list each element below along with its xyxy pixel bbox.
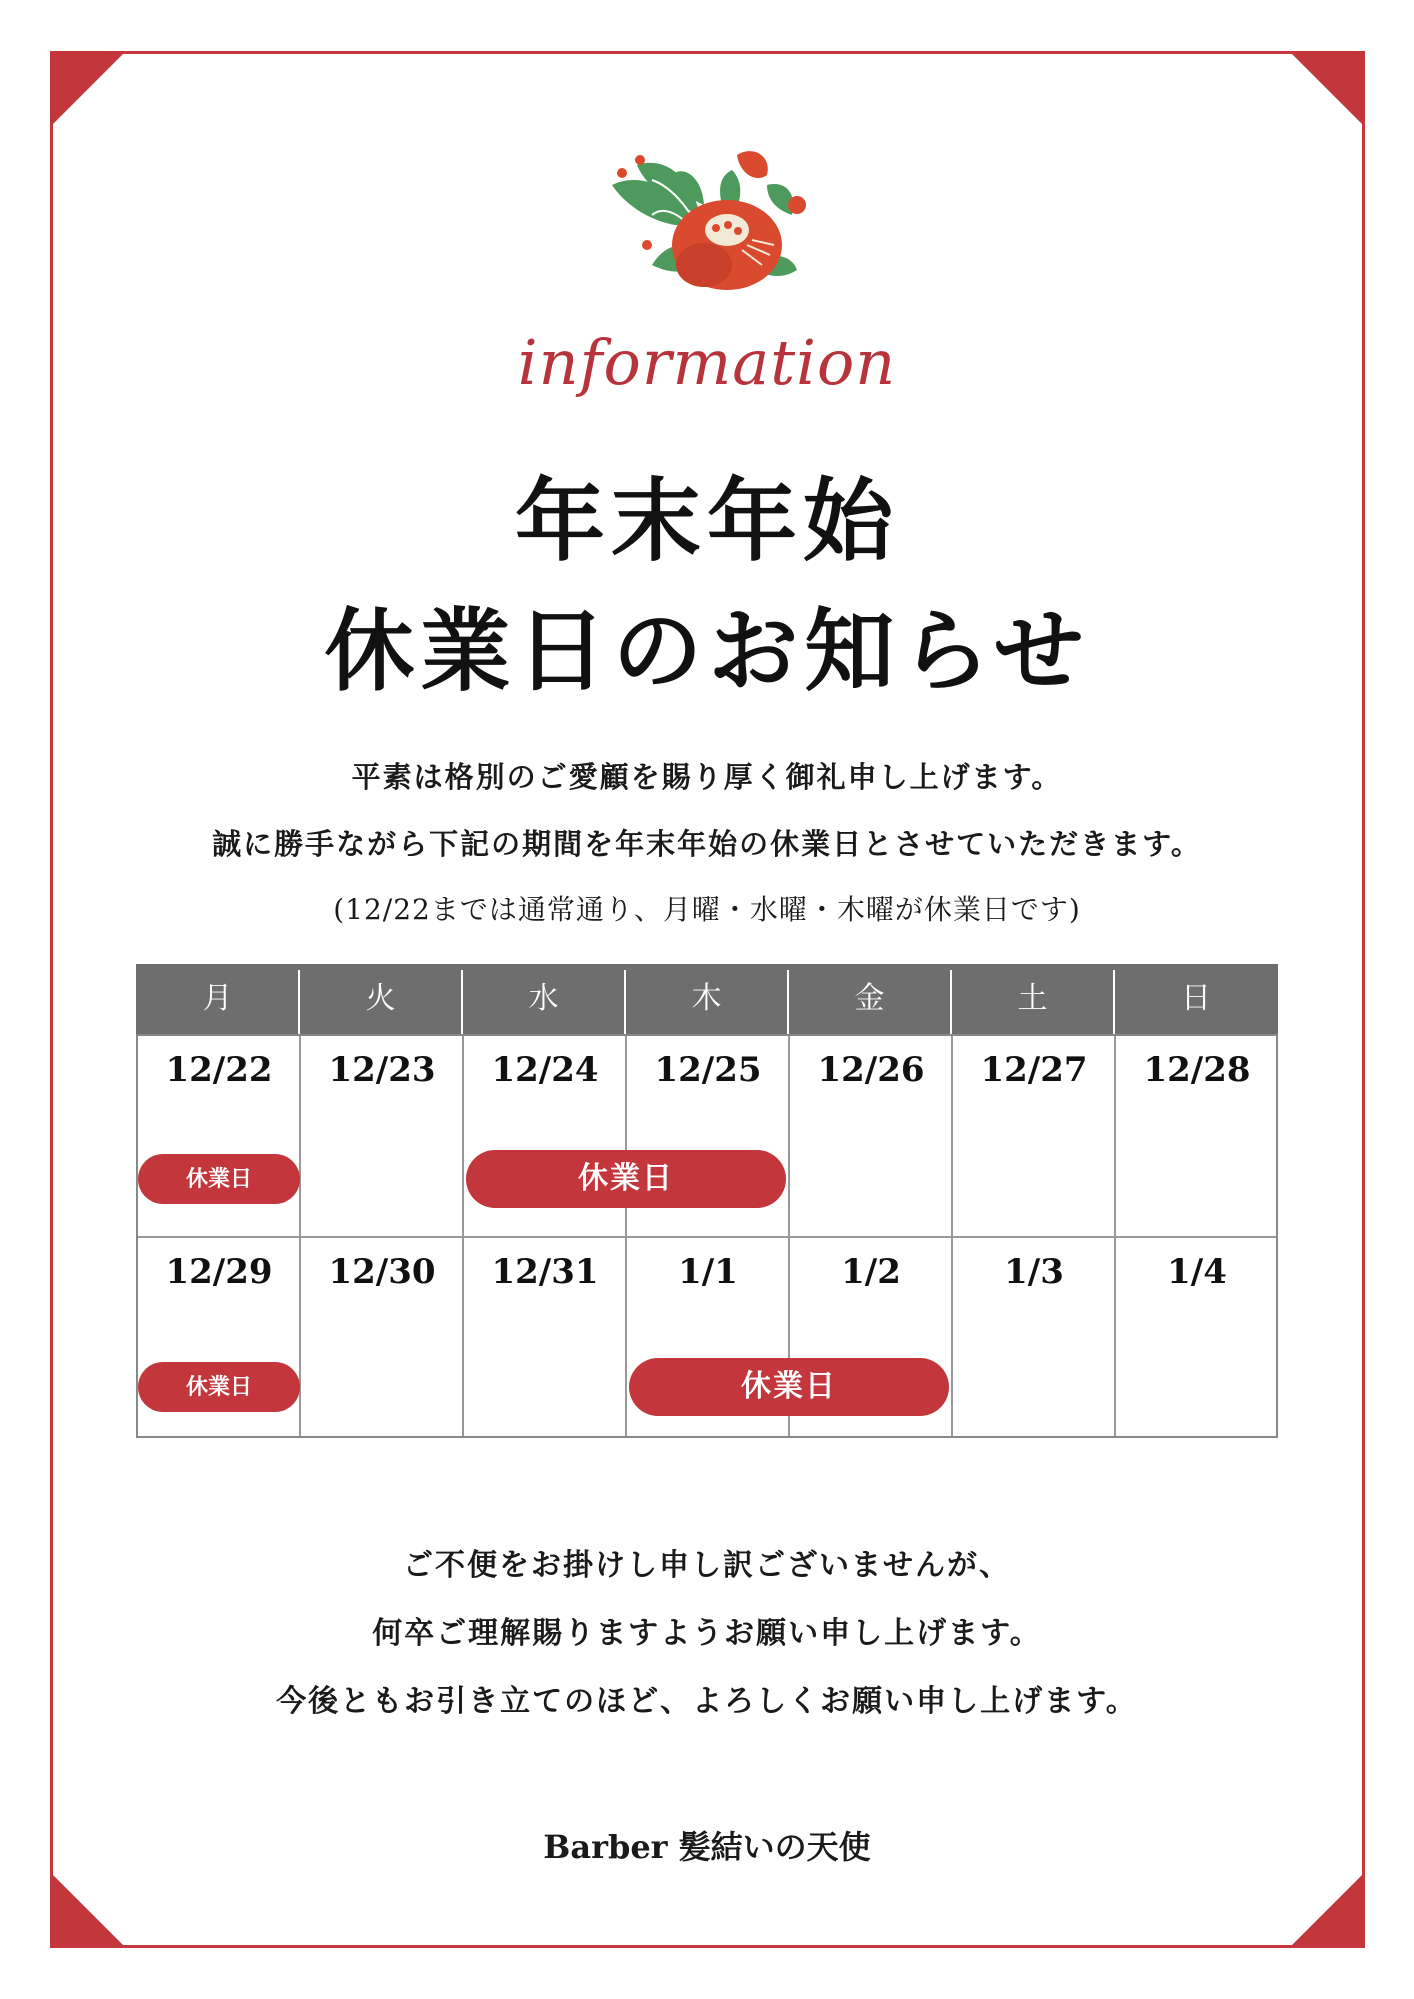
date-cell: 1/3 [1004, 1252, 1064, 1292]
date-cell: 12/30 [328, 1252, 436, 1292]
page-title-line2: 休業日のお知らせ [324, 598, 1090, 704]
date-cell: 12/27 [980, 1050, 1088, 1090]
weekday-tue: 火 [365, 981, 396, 1016]
header-divider [1113, 970, 1115, 1040]
date-cell: 12/31 [491, 1252, 599, 1292]
intro-note: (12/22までは通常通り、月曜・水曜・木曜が休業日です) [333, 893, 1081, 926]
header-divider [298, 970, 300, 1040]
corner-ornament-top-left [50, 51, 126, 127]
closed-badge-1222: 休業日 [138, 1154, 300, 1204]
closed-badge-0101-0102: 休業日 [629, 1358, 949, 1416]
header-divider [787, 970, 789, 1040]
date-cell: 1/1 [678, 1252, 738, 1292]
corner-ornament-bottom-left [50, 1872, 126, 1948]
date-cell: 12/23 [328, 1050, 436, 1090]
closing-line1: ご不便をお掛けし申し訳ございませんが、 [403, 1548, 1011, 1583]
header-divider [950, 970, 952, 1040]
closed-badge-1229: 休業日 [138, 1362, 300, 1412]
header-divider [624, 970, 626, 1040]
weekday-header-row [136, 964, 1278, 1034]
header-divider [461, 970, 463, 1040]
page-title-line1: 年末年始 [515, 468, 899, 574]
corner-ornament-top-right [1289, 51, 1365, 127]
closing-line3: 今後ともお引き立てのほど、よろしくお願い申し上げます。 [276, 1684, 1138, 1719]
weekday-wed: 水 [528, 981, 559, 1016]
calendar-body [136, 1034, 1278, 1438]
closed-badge-1224-1225: 休業日 [466, 1150, 786, 1208]
date-cell: 12/26 [817, 1050, 925, 1090]
intro-line2: 誠に勝手ながら下記の期間を年末年始の休業日とさせていただきます。 [212, 827, 1202, 861]
weekday-fri: 金 [854, 981, 885, 1016]
date-cell: 12/25 [654, 1050, 762, 1090]
shop-name: Barber 髪結いの天使 [543, 1828, 871, 1866]
date-cell: 12/28 [1143, 1050, 1251, 1090]
week-divider [138, 1236, 1276, 1238]
intro-line1: 平素は格別のご愛顧を賜り厚く御礼申し上げます。 [351, 760, 1063, 794]
closing-line2: 何卒ご理解賜りますようお願い申し上げます。 [372, 1616, 1042, 1651]
date-cell: 12/24 [491, 1050, 599, 1090]
date-cell: 1/2 [841, 1252, 901, 1292]
weekday-sun: 日 [1181, 981, 1211, 1016]
date-cell: 1/4 [1167, 1252, 1227, 1292]
weekday-sat: 土 [1017, 981, 1048, 1016]
date-cell: 12/29 [165, 1252, 273, 1292]
weekday-mon: 月 [202, 981, 233, 1016]
date-cell: 12/22 [165, 1050, 273, 1090]
weekday-thu: 木 [691, 981, 722, 1016]
holiday-calendar [136, 964, 1278, 1440]
info-label: information [517, 326, 897, 399]
corner-ornament-bottom-right [1289, 1872, 1365, 1948]
camellia-flower-icon [592, 145, 822, 305]
